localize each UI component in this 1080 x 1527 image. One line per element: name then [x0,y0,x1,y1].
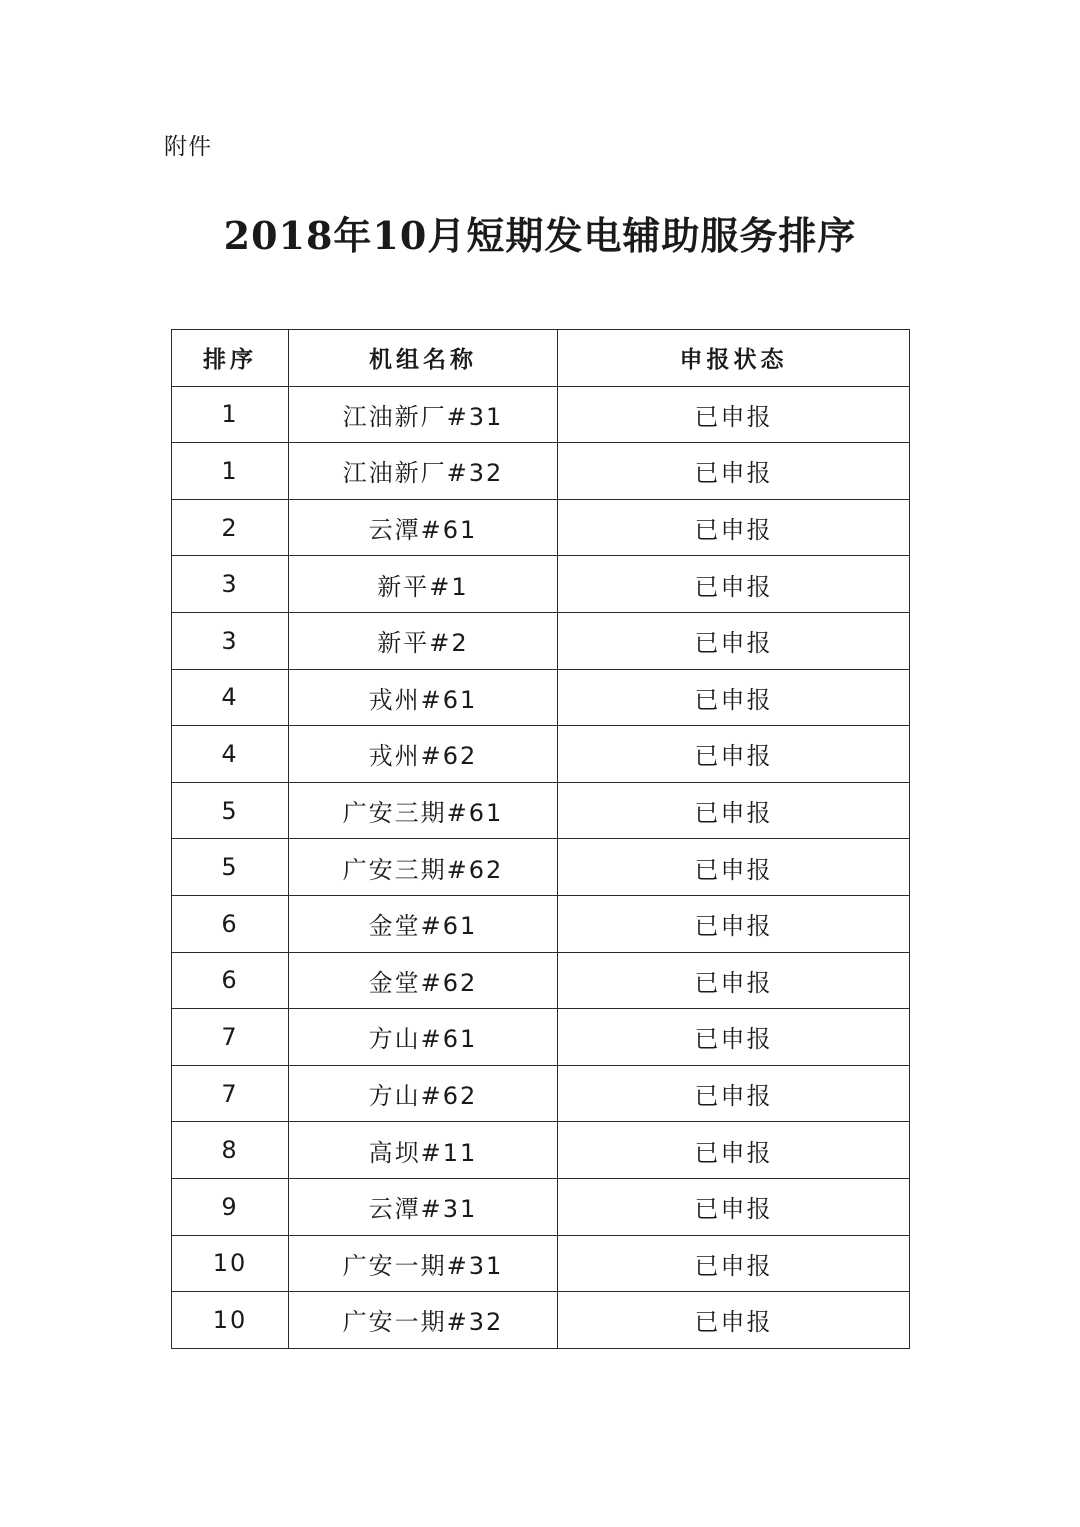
rank-cell: 8 [172,1122,289,1179]
unit-name-cell: 云潭#61 [289,499,558,556]
unit-name-cell: 方山#61 [289,1009,558,1066]
table-row [172,895,910,952]
rank-cell: 4 [172,669,289,726]
rank-cell: 7 [172,1009,289,1066]
rank-cell: 1 [172,386,289,443]
status-cell: 已申报 [558,1178,910,1235]
table-row [172,1292,910,1349]
rank-cell: 3 [172,556,289,613]
rank-cell: 6 [172,952,289,1009]
status-cell: 已申报 [558,1065,910,1122]
status-cell: 已申报 [558,612,910,669]
unit-name-cell: 方山#62 [289,1065,558,1122]
table-row [172,386,910,443]
unit-name-cell: 高坝#11 [289,1122,558,1179]
status-cell: 已申报 [558,556,910,613]
unit-name-cell: 广安三期#62 [289,839,558,896]
rank-cell: 2 [172,499,289,556]
status-cell: 已申报 [558,443,910,500]
rank-cell: 5 [172,839,289,896]
rank-cell: 10 [172,1235,289,1292]
unit-name-cell: 金堂#62 [289,952,558,1009]
ranking-table [171,329,910,1349]
table-row [172,669,910,726]
table-row [172,1009,910,1066]
status-cell: 已申报 [558,726,910,783]
table-row [172,1065,910,1122]
column-header-rank: 排序 [172,330,289,387]
status-cell: 已申报 [558,895,910,952]
table-row [172,1178,910,1235]
rank-cell: 7 [172,1065,289,1122]
unit-name-cell: 广安三期#61 [289,782,558,839]
status-cell: 已申报 [558,1122,910,1179]
rank-cell: 4 [172,726,289,783]
attachment-label: 附件 [164,134,212,160]
status-cell: 已申报 [558,499,910,556]
unit-name-cell: 金堂#61 [289,895,558,952]
unit-name-cell: 戎州#62 [289,726,558,783]
column-header-unit-name: 机组名称 [289,330,558,387]
rank-cell: 1 [172,443,289,500]
rank-cell: 10 [172,1292,289,1349]
unit-name-cell: 云潭#31 [289,1178,558,1235]
status-cell: 已申报 [558,669,910,726]
unit-name-cell: 广安一期#32 [289,1292,558,1349]
rank-cell: 3 [172,612,289,669]
table-row [172,612,910,669]
table-body [172,386,910,1348]
table-header-row [172,330,910,387]
status-cell: 已申报 [558,1009,910,1066]
table-row [172,1122,910,1179]
rank-cell: 6 [172,895,289,952]
unit-name-cell: 广安一期#31 [289,1235,558,1292]
status-cell: 已申报 [558,1292,910,1349]
status-cell: 已申报 [558,386,910,443]
table-row [172,839,910,896]
status-cell: 已申报 [558,1235,910,1292]
table-row [172,499,910,556]
unit-name-cell: 戎州#61 [289,669,558,726]
unit-name-cell: 新平#1 [289,556,558,613]
table-row [172,443,910,500]
rank-cell: 5 [172,782,289,839]
table-row [172,726,910,783]
status-cell: 已申报 [558,782,910,839]
unit-name-cell: 江油新厂#31 [289,386,558,443]
unit-name-cell: 江油新厂#32 [289,443,558,500]
column-header-status: 申报状态 [558,330,910,387]
rank-cell: 9 [172,1178,289,1235]
table-row [172,556,910,613]
page-title: 2018年10月短期发电辅助服务排序 [223,213,857,258]
status-cell: 已申报 [558,952,910,1009]
status-cell: 已申报 [558,839,910,896]
table-row [172,782,910,839]
table-row [172,1235,910,1292]
unit-name-cell: 新平#2 [289,612,558,669]
table-row [172,952,910,1009]
